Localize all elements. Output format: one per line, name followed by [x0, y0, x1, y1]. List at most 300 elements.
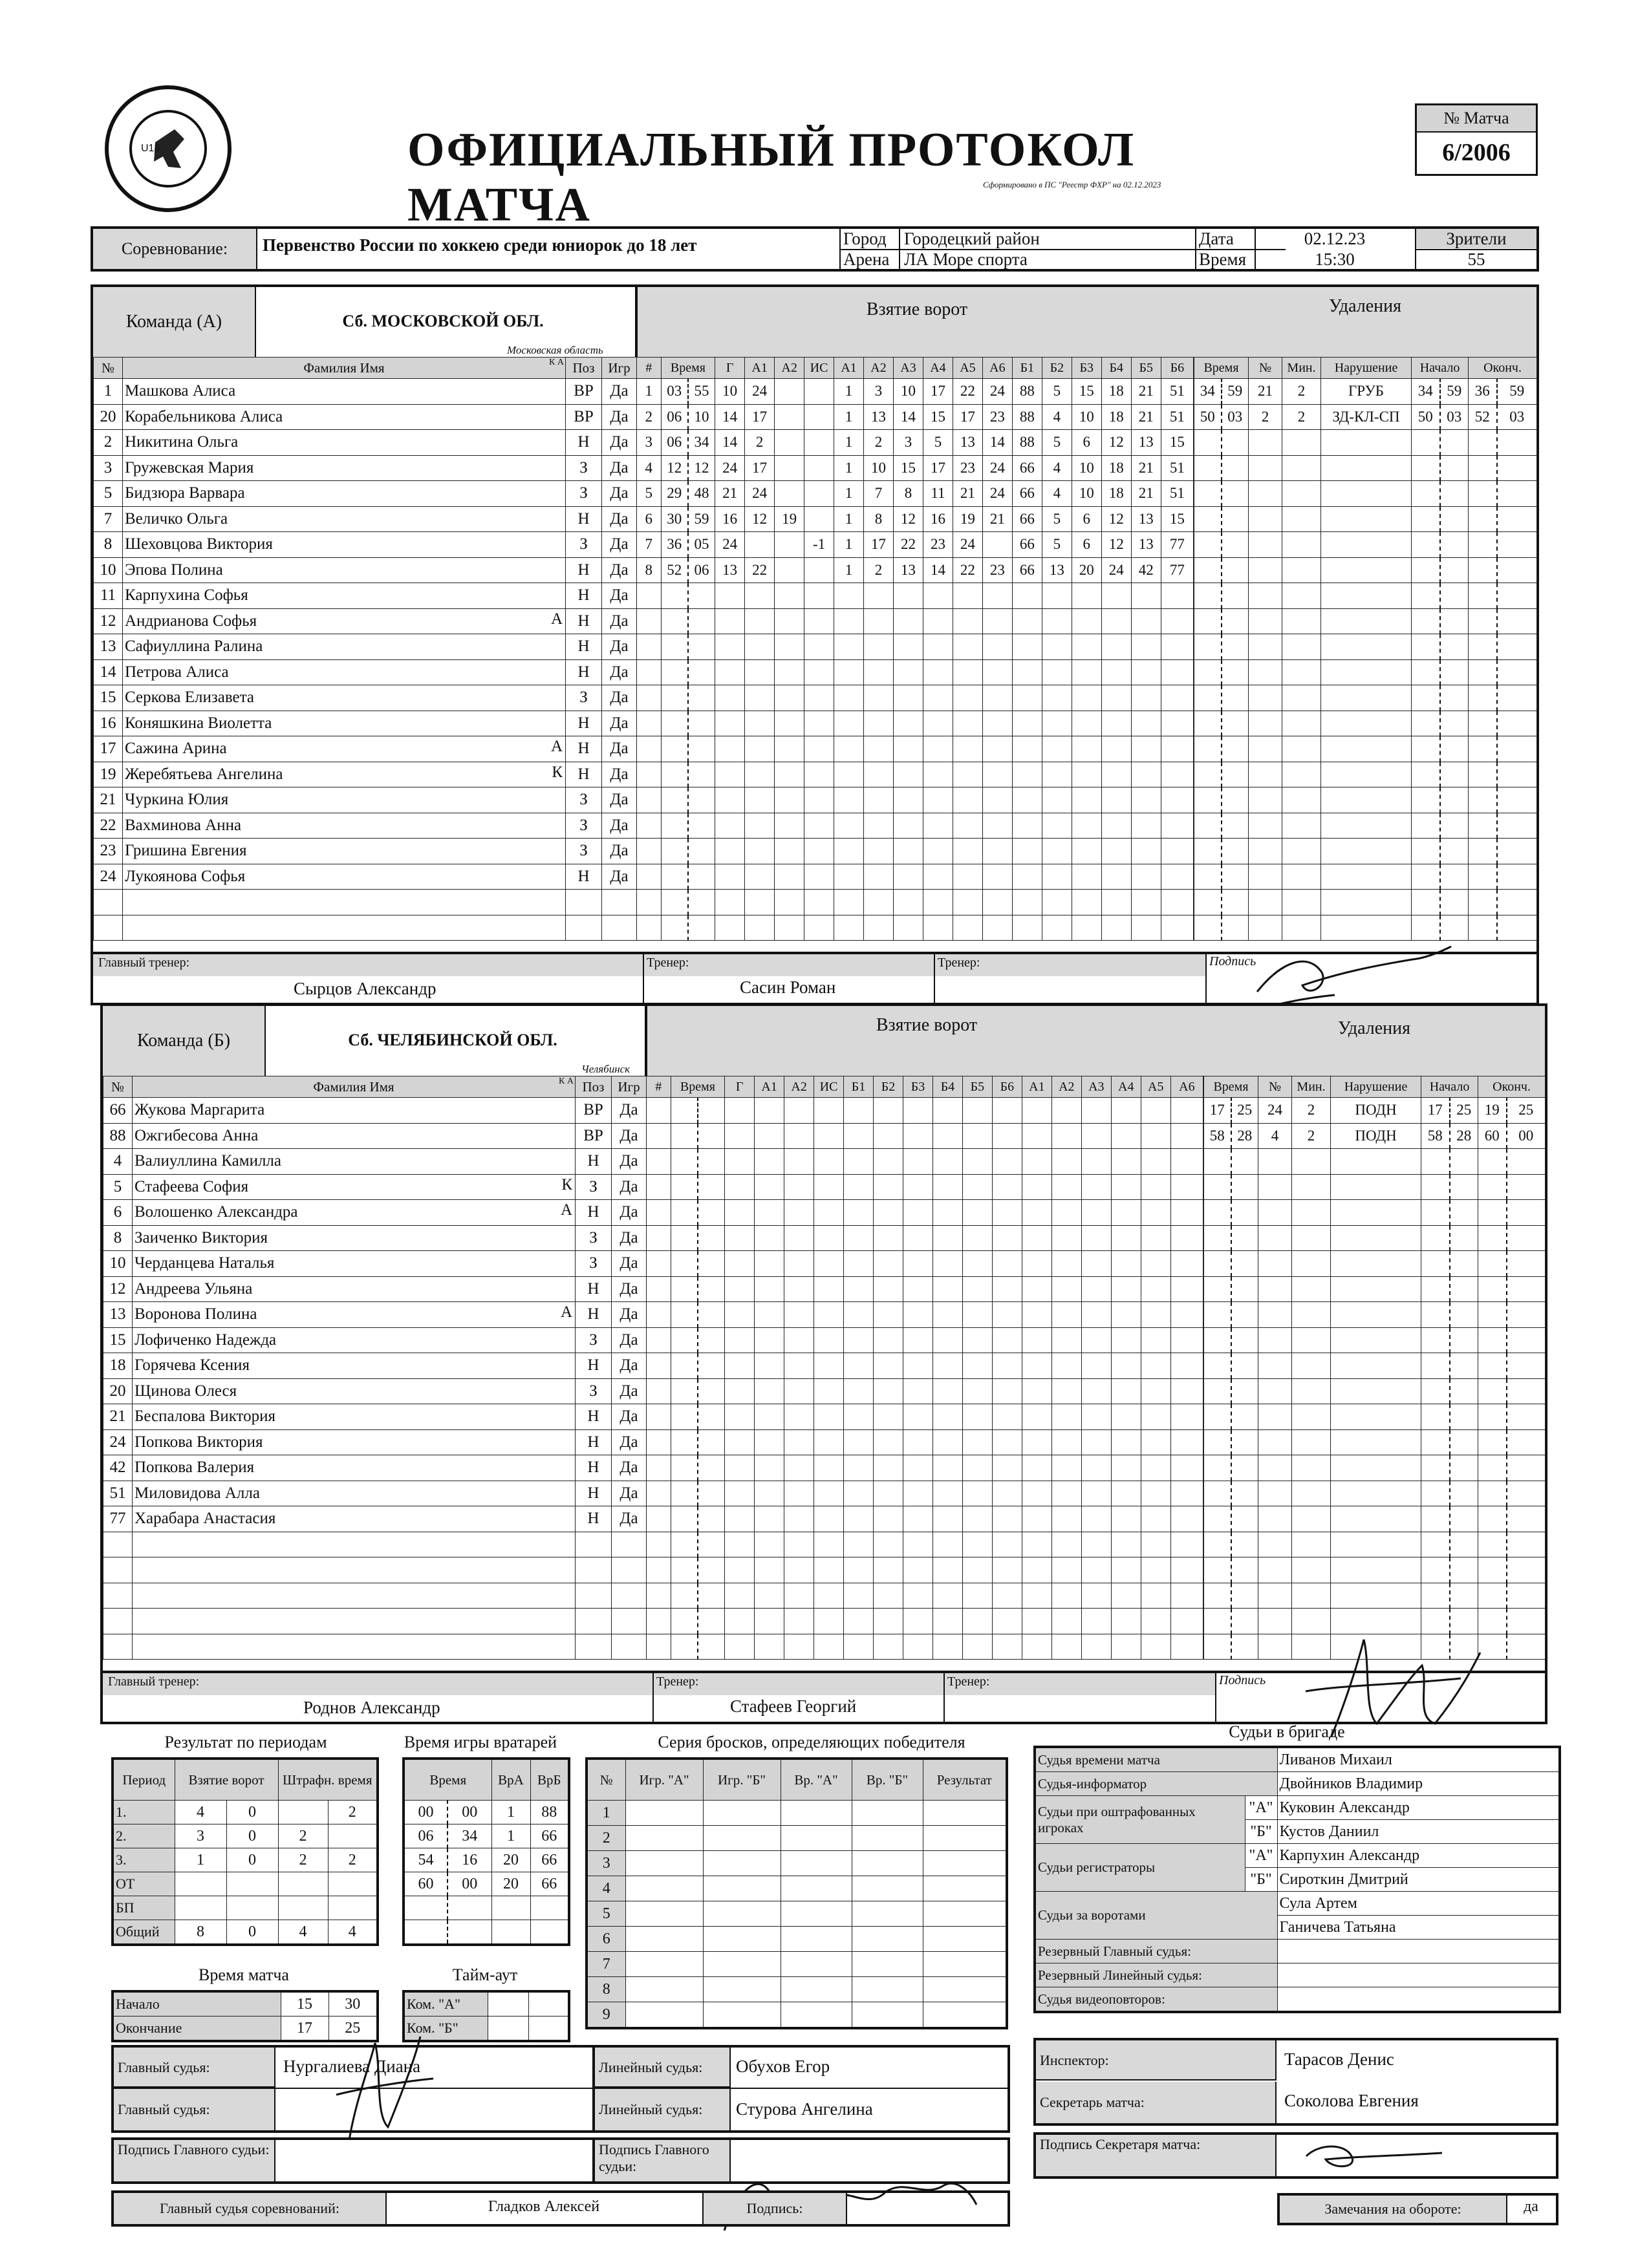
goal-cell	[1170, 1123, 1203, 1149]
goal-cell	[804, 557, 834, 583]
penalty-cell	[1421, 1557, 1450, 1583]
goal-cell	[932, 1225, 962, 1251]
player-number: 21	[94, 787, 123, 813]
goal-cell	[637, 711, 662, 736]
goal-cell	[661, 762, 688, 787]
match-number-label: № Матча	[1417, 105, 1536, 133]
goal-cell	[725, 1429, 755, 1455]
player-name: Бидзюра Варвара	[123, 481, 566, 507]
goalie-cell	[530, 1920, 569, 1945]
goal-cell	[982, 864, 1012, 890]
city-value: Городецкий район	[904, 229, 1040, 248]
goal-cell	[1051, 1276, 1081, 1302]
penalty-cell	[1321, 711, 1412, 736]
goal-cell	[962, 1174, 992, 1200]
shootout-cell	[781, 1826, 852, 1851]
player-played: Да	[612, 1353, 647, 1379]
goal-cell	[715, 915, 745, 941]
goal-cell	[784, 1557, 814, 1583]
shootout-col-5: Результат	[923, 1759, 1007, 1801]
goal-cell: 77	[1161, 532, 1193, 558]
goal-cell	[864, 634, 894, 660]
player-row	[103, 1123, 647, 1149]
penalty-cell	[1412, 864, 1440, 890]
goal-cell	[725, 1302, 755, 1328]
goal-cell	[844, 1429, 874, 1455]
player-played: Да	[602, 762, 637, 787]
shootout-cell	[625, 1826, 703, 1851]
goal-cell	[784, 1123, 814, 1149]
goal-cell	[894, 762, 923, 787]
player-played: Да	[602, 813, 637, 839]
shootout-cell	[703, 1901, 781, 1927]
penalty-cell	[1249, 839, 1282, 864]
goal-cell	[1012, 736, 1042, 762]
goal-col-10: А5	[953, 358, 982, 379]
goal-cell	[953, 685, 982, 711]
goal-cell	[1161, 864, 1193, 890]
shootout-cell	[923, 1876, 1007, 1901]
goal-cell: 5	[1042, 532, 1072, 558]
player-played: Да	[602, 711, 637, 736]
goal-cell	[1161, 890, 1193, 915]
penalty-row	[1204, 1353, 1546, 1379]
goal-cell	[755, 1404, 784, 1430]
player-position: Н	[576, 1149, 612, 1175]
goal-cell	[745, 711, 775, 736]
goal-cell	[874, 1327, 903, 1353]
penalty-cell	[1222, 736, 1249, 762]
period-name: БП	[113, 1896, 175, 1920]
player-number: 17	[94, 736, 123, 762]
goal-col-14: Б3	[1072, 358, 1101, 379]
goal-cell	[755, 1276, 784, 1302]
period-value: 4	[278, 1920, 328, 1945]
penalty-cell	[1258, 1429, 1292, 1455]
goal-cell	[698, 1098, 725, 1124]
goal-cell	[874, 1634, 903, 1660]
goal-cell	[932, 1200, 962, 1226]
player-row	[103, 1098, 647, 1124]
goal-cell	[804, 430, 834, 456]
penalty-cell	[1258, 1532, 1292, 1557]
goal-cell	[814, 1327, 844, 1353]
goal-cell	[1081, 1455, 1111, 1481]
goal-cell	[647, 1634, 671, 1660]
goal-cell	[688, 839, 715, 864]
goal-cell	[1042, 711, 1072, 736]
goal-cell	[804, 787, 834, 813]
timeout-title: Тайм-аут	[452, 1965, 518, 1984]
goal-cell: 17	[953, 404, 982, 430]
goal-cell	[647, 1429, 671, 1455]
penalty-row	[1194, 762, 1537, 787]
goal-cell	[775, 404, 804, 430]
player-played: Да	[602, 506, 637, 532]
goal-col-8: А3	[894, 358, 923, 379]
pen-col-min: Мин.	[1292, 1076, 1331, 1098]
goal-cell	[992, 1123, 1022, 1149]
goal-cell	[953, 890, 982, 915]
goal-cell	[755, 1200, 784, 1226]
goal-cell: 5	[1042, 506, 1072, 532]
goal-cell	[982, 762, 1012, 787]
penalty-cell	[1497, 506, 1537, 532]
player-row	[103, 1327, 647, 1353]
goal-cell	[962, 1098, 992, 1124]
goal-cell: 15	[923, 404, 953, 430]
registrar-b: Сироткин Дмитрий	[1277, 1868, 1560, 1892]
main-ref-1: Нургалиева Диана	[283, 2057, 421, 2076]
goal-cell	[1111, 1276, 1141, 1302]
penalty-cell	[1194, 813, 1222, 839]
goal-cell	[932, 1557, 962, 1583]
informer-label: Судья-информатор	[1035, 1772, 1277, 1796]
team-a-coach-label: Тренер:	[647, 956, 689, 970]
goal-cell: 24	[715, 532, 745, 558]
goal-cell	[814, 1149, 844, 1175]
goal-cell	[688, 659, 715, 685]
goal-cell	[844, 1225, 874, 1251]
penalty-row	[1204, 1251, 1546, 1277]
player-number: 4	[103, 1149, 133, 1175]
penalty-cell	[1204, 1532, 1231, 1557]
penalty-cell	[1231, 1532, 1258, 1557]
penalty-cell	[1249, 532, 1282, 558]
penalty-cell	[1321, 864, 1412, 890]
penalty-cell: 2	[1292, 1098, 1331, 1124]
goal-cell	[688, 736, 715, 762]
goal-cell	[1022, 1506, 1051, 1532]
goal-cell: 19	[953, 506, 982, 532]
goal-cell	[775, 736, 804, 762]
goal-row	[647, 1200, 1203, 1226]
goalie-cell: 54	[404, 1848, 447, 1872]
goal-row	[647, 1532, 1203, 1557]
penalty-cell	[1507, 1302, 1546, 1328]
player-row	[94, 506, 637, 532]
goal-cell	[804, 915, 834, 941]
goal-cell: 51	[1161, 481, 1193, 507]
penalty-cell	[1507, 1532, 1546, 1557]
goal-cell	[1012, 659, 1042, 685]
goal-cell: 13	[1042, 557, 1072, 583]
penalty-cell	[1497, 890, 1537, 915]
video-judge-label: Судья видеоповторов:	[1035, 1987, 1277, 2013]
goal-cell: 12	[1101, 506, 1131, 532]
goal-col-3: А1	[755, 1076, 784, 1098]
shootout-number: 2	[587, 1826, 625, 1851]
goal-cell	[661, 711, 688, 736]
goal-cell	[784, 1200, 814, 1226]
penalty-cell	[1412, 532, 1440, 558]
penalty-cell: 17	[1421, 1098, 1450, 1124]
penalty-cell	[1258, 1404, 1292, 1430]
goal-cell	[1051, 1481, 1081, 1506]
player-position	[576, 1609, 612, 1634]
penalty-cell	[1440, 608, 1469, 634]
player-name: Лукоянова Софья	[123, 864, 566, 890]
penalty-cell	[1231, 1455, 1258, 1481]
player-row	[94, 839, 637, 864]
goal-cell	[1111, 1634, 1141, 1660]
goal-cell	[745, 532, 775, 558]
goal-cell: 23	[953, 455, 982, 481]
goal-cell	[1072, 890, 1101, 915]
goal-cell	[1161, 685, 1193, 711]
shootout-cell	[703, 1927, 781, 1952]
goal-cell	[834, 685, 864, 711]
penalty-cell	[1331, 1353, 1421, 1379]
penalty-cell	[1450, 1174, 1478, 1200]
goal-cell: 16	[715, 506, 745, 532]
goal-cell	[923, 711, 953, 736]
goal-cell	[661, 634, 688, 660]
goalie-cell: 00	[404, 1801, 447, 1824]
goal-row	[637, 762, 1194, 787]
goal-cell	[874, 1532, 903, 1557]
goal-row	[637, 404, 1194, 430]
goal-cell	[864, 762, 894, 787]
penalty-cell	[1469, 762, 1497, 787]
penalty-cell	[1478, 1302, 1507, 1328]
goal-cell	[903, 1276, 933, 1302]
goal-cell	[755, 1506, 784, 1532]
team-b-section	[100, 1003, 1547, 1724]
goal-cell	[1170, 1506, 1203, 1532]
penalty-cell	[1469, 430, 1497, 456]
goal-cell	[1022, 1429, 1051, 1455]
goal-row	[637, 430, 1194, 456]
goal-cell	[1081, 1149, 1111, 1175]
penalty-cell	[1450, 1506, 1478, 1532]
goal-cell	[647, 1174, 671, 1200]
shootout-cell	[703, 1826, 781, 1851]
penalty-cell: 34	[1194, 379, 1222, 405]
team-b-head-coach: Роднов Александр	[303, 1698, 440, 1717]
player-number: 10	[103, 1251, 133, 1277]
goal-cell	[1081, 1609, 1111, 1634]
penalty-cell	[1321, 557, 1412, 583]
goal-cell	[1141, 1404, 1170, 1430]
penalty-cell	[1507, 1276, 1546, 1302]
penalty-cell	[1204, 1174, 1231, 1200]
penalty-cell	[1507, 1200, 1546, 1226]
linesman-label-2: Линейный судья:	[595, 2089, 731, 2130]
goal-cell	[715, 608, 745, 634]
penalty-cell	[1249, 762, 1282, 787]
penalty-cell	[1469, 659, 1497, 685]
player-row	[103, 1506, 647, 1532]
goal-cell	[804, 813, 834, 839]
goal-cell	[671, 1583, 698, 1609]
goal-cell	[755, 1174, 784, 1200]
goal-col-17: Б6	[1161, 358, 1193, 379]
goal-cell	[671, 1251, 698, 1277]
goal-cell	[814, 1532, 844, 1557]
team-a-name: Сб. МОСКОВСКОЙ ОБЛ.	[342, 312, 544, 330]
penalty-cell	[1331, 1481, 1421, 1506]
penalty-cell	[1412, 711, 1440, 736]
goal-cell	[903, 1429, 933, 1455]
periods-col-penalty: Штрафн. время	[278, 1759, 378, 1801]
goal-cell	[1131, 890, 1161, 915]
player-played: Да	[602, 455, 637, 481]
penalty-cell	[1507, 1506, 1546, 1532]
penalty-row	[1194, 787, 1537, 813]
goal-cell	[992, 1149, 1022, 1175]
period-row	[113, 1848, 378, 1872]
player-position: Н	[566, 864, 602, 890]
goal-cell	[814, 1634, 844, 1660]
penalty-cell	[1440, 634, 1469, 660]
shootout-cell	[852, 2002, 923, 2029]
col-pos: Поз	[576, 1076, 612, 1098]
goal-cell	[962, 1353, 992, 1379]
goal-col-4: А2	[775, 358, 804, 379]
goal-cell	[844, 1251, 874, 1277]
goal-cell	[903, 1557, 933, 1583]
goal-cell	[637, 915, 662, 941]
goal-cell	[834, 787, 864, 813]
goal-cell	[698, 1557, 725, 1583]
goal-cell	[932, 1123, 962, 1149]
goal-cell	[1081, 1200, 1111, 1226]
goal-cell	[804, 608, 834, 634]
goal-cell	[1051, 1353, 1081, 1379]
period-value	[278, 1872, 328, 1896]
penalty-cell	[1469, 685, 1497, 711]
penalty-cell: 24	[1258, 1098, 1292, 1124]
goal-cell	[1051, 1532, 1081, 1557]
goal-row	[647, 1404, 1203, 1430]
goal-cell	[1012, 711, 1042, 736]
penalty-cell	[1421, 1200, 1450, 1226]
goal-cell	[637, 839, 662, 864]
player-number: 20	[94, 404, 123, 430]
player-played: Да	[612, 1225, 647, 1251]
goal-cell	[755, 1455, 784, 1481]
goal-cell	[1081, 1506, 1111, 1532]
pen-col-min: Мин.	[1282, 358, 1321, 379]
goal-cell	[982, 583, 1012, 609]
goal-cell	[1051, 1251, 1081, 1277]
goal-cell: 29	[661, 481, 688, 507]
goalie-cell: 20	[491, 1872, 530, 1896]
player-position: ВР	[566, 404, 602, 430]
goal-cell	[1012, 608, 1042, 634]
goal-cell: 12	[745, 506, 775, 532]
penalty-cell	[1231, 1327, 1258, 1353]
penalty-row	[1204, 1481, 1546, 1506]
shootout-cell	[923, 1851, 1007, 1876]
player-name: Щинова Олеся	[133, 1378, 576, 1404]
goal-cell	[1141, 1583, 1170, 1609]
penalty-row	[1194, 839, 1537, 864]
goal-cell	[1072, 608, 1101, 634]
penalty-cell	[1282, 532, 1321, 558]
goal-cell	[698, 1404, 725, 1430]
period-row	[113, 1824, 378, 1848]
goal-cell: 8	[894, 481, 923, 507]
player-row	[94, 455, 637, 481]
goal-cell	[923, 583, 953, 609]
goal-cell	[755, 1098, 784, 1124]
penalty-cell	[1258, 1557, 1292, 1583]
main-ref-label-1: Главный судья:	[114, 2048, 275, 2088]
goal-cell	[755, 1583, 784, 1609]
goal-cell: 1	[834, 532, 864, 558]
goal-cell	[953, 659, 982, 685]
penalty-cell	[1469, 839, 1497, 864]
penalty-cell	[1321, 481, 1412, 507]
goal-cell: 52	[661, 557, 688, 583]
goal-cell	[661, 890, 688, 915]
periods-title: Результат по периодам	[164, 1733, 327, 1751]
penalty-cell	[1321, 685, 1412, 711]
player-played: Да	[612, 1149, 647, 1175]
goal-row	[637, 915, 1194, 941]
goalie-cell: 00	[447, 1801, 491, 1824]
shootout-table	[585, 1757, 1008, 2029]
goal-cell	[1111, 1404, 1141, 1430]
goal-cell	[1081, 1404, 1111, 1430]
goal-cell	[844, 1532, 874, 1557]
goal-cell: 12	[688, 455, 715, 481]
penalty-cell	[1421, 1251, 1450, 1277]
col-name: Фамилия Имя К А	[133, 1076, 576, 1098]
period-name: 2.	[113, 1824, 175, 1848]
goal-cell	[834, 711, 864, 736]
player-name: Беспалова Виктория	[133, 1404, 576, 1430]
penalty-cell	[1478, 1506, 1507, 1532]
penalty-cell	[1292, 1200, 1331, 1226]
goal-row	[647, 1174, 1203, 1200]
team-a-coach2-label: Тренер:	[938, 956, 980, 970]
goal-cell	[1161, 915, 1193, 941]
goal-cell	[1012, 787, 1042, 813]
penalty-cell	[1249, 736, 1282, 762]
goal-cell	[647, 1557, 671, 1583]
goal-col-4: А2	[784, 1076, 814, 1098]
player-position: З	[566, 839, 602, 864]
penalty-cell	[1450, 1302, 1478, 1328]
goal-cell	[1081, 1557, 1111, 1583]
penalty-cell	[1258, 1302, 1292, 1328]
goal-row	[637, 608, 1194, 634]
date-label: Дата	[1199, 229, 1234, 248]
goal-cell	[1081, 1302, 1111, 1328]
shootout-cell	[781, 2002, 852, 2029]
penalty-cell	[1282, 455, 1321, 481]
penalty-cell	[1321, 839, 1412, 864]
penalty-cell	[1440, 481, 1469, 507]
goal-cell	[671, 1327, 698, 1353]
penalty-cell	[1222, 762, 1249, 787]
goal-cell	[953, 839, 982, 864]
penalty-cell	[1258, 1200, 1292, 1226]
goal-cell: 15	[1072, 379, 1101, 405]
player-row	[103, 1557, 647, 1583]
penalty-cell	[1204, 1404, 1231, 1430]
shootout-cell	[703, 2002, 781, 2029]
penalty-row	[1204, 1302, 1546, 1328]
goal-cell	[1141, 1353, 1170, 1379]
penalty-cell	[1231, 1481, 1258, 1506]
goal-cell	[814, 1378, 844, 1404]
player-position: З	[566, 455, 602, 481]
goal-col-13: Б2	[1042, 358, 1072, 379]
